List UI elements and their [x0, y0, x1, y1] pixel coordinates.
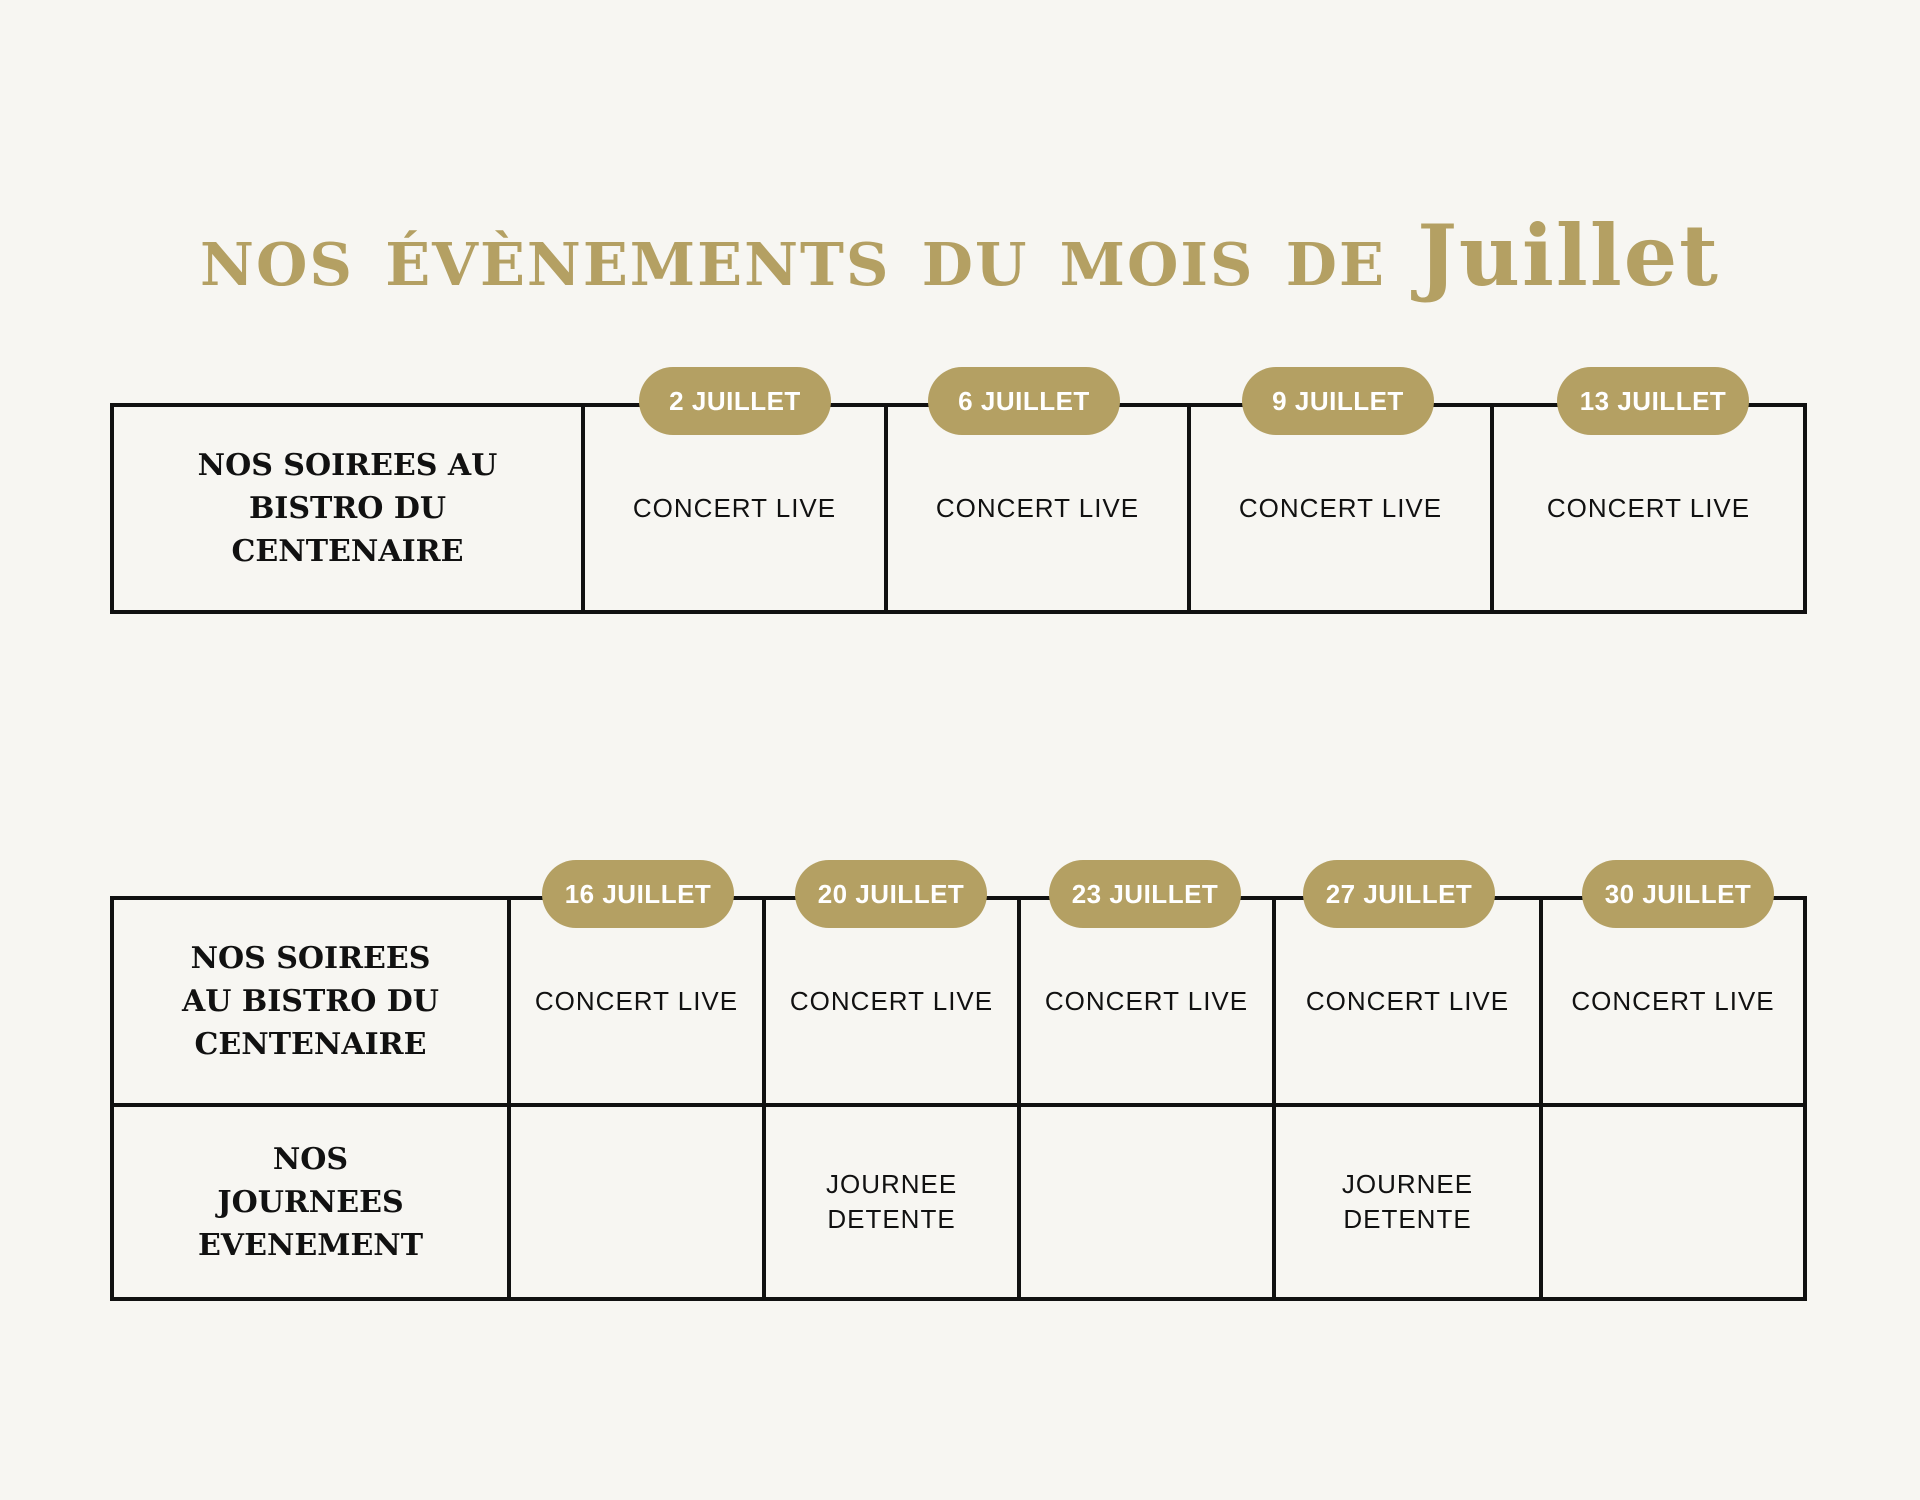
event-label: CONCERT LIVE: [789, 986, 994, 1016]
schedule-1-row: [112, 405, 1805, 612]
schedule-2-event-cell: [1274, 1105, 1541, 1299]
event-label: CONCERT LIVE: [1305, 986, 1510, 1016]
schedule-1-grid: [110, 386, 1807, 614]
schedule-2-event-cell: [1019, 1105, 1274, 1299]
date-badge: 6 JUILLET: [928, 367, 1120, 435]
event-label: CONCERT LIVE: [1546, 493, 1751, 523]
event-label: CONCERT LIVE: [1571, 986, 1775, 1016]
schedule-table-1: [110, 386, 1803, 614]
schedule-1-row-label-cell: [112, 405, 583, 612]
schedule-2-row-label-cell: [112, 898, 509, 1105]
date-badge: 13 JUILLET: [1557, 367, 1749, 435]
schedule-2-row-soirees: [112, 898, 1805, 1105]
schedule-1-event-cell: [1492, 386, 1805, 612]
date-badge: 27 JUILLET: [1303, 860, 1495, 928]
schedule-2-row-journees: [112, 1105, 1805, 1299]
date-badge: 23 JUILLET: [1049, 860, 1241, 928]
schedule-1-event-cell: [1189, 386, 1492, 612]
date-badge: 16 JUILLET: [542, 860, 734, 928]
schedule-2-row-label-cell: [112, 1105, 509, 1299]
date-badge: 2 JUILLET: [639, 367, 831, 435]
schedule-table-2: [110, 879, 1803, 1297]
schedule-2-event-cell: [764, 879, 1019, 1105]
event-label: CONCERT LIVE: [1238, 493, 1443, 523]
schedule-2-grid: [110, 879, 1807, 1301]
schedule-2-event-cell: [764, 1105, 1019, 1299]
date-badge: 20 JUILLET: [795, 860, 987, 928]
event-label: JOURNEE DETENTE: [826, 1169, 958, 1234]
page-title-main: nos évènements du mois de: [200, 206, 1386, 306]
event-label: CONCERT LIVE: [935, 493, 1140, 523]
schedule-2-event-cell: [509, 879, 764, 1105]
schedule-2-event-cell: [509, 1105, 764, 1299]
row-label: NOS JOURNEES EVENEMENT: [197, 1141, 424, 1263]
schedule-1-event-cell: [886, 386, 1189, 612]
page-title-month: Juillet: [1417, 206, 1720, 306]
date-badge: 9 JUILLET: [1242, 367, 1434, 435]
schedule-2-event-cell: [1541, 879, 1805, 1105]
date-badge: 30 JUILLET: [1582, 860, 1774, 928]
page-title: [0, 206, 1920, 305]
schedule-2-event-cell: [1541, 1105, 1805, 1299]
event-label: JOURNEE DETENTE: [1341, 1169, 1474, 1234]
row-label: NOS SOIREES AU BISTRO DU CENTENAIRE: [197, 448, 498, 569]
schedule-2-event-cell: [1274, 879, 1541, 1105]
schedule-1-event-cell: [583, 386, 886, 612]
event-label: CONCERT LIVE: [632, 493, 837, 523]
event-label: CONCERT LIVE: [534, 986, 739, 1016]
row-label: NOS SOIREES AU BISTRO DU CENTENAIRE: [182, 941, 439, 1062]
event-label: CONCERT LIVE: [1044, 986, 1249, 1016]
schedule-2-event-cell: [1019, 879, 1274, 1105]
